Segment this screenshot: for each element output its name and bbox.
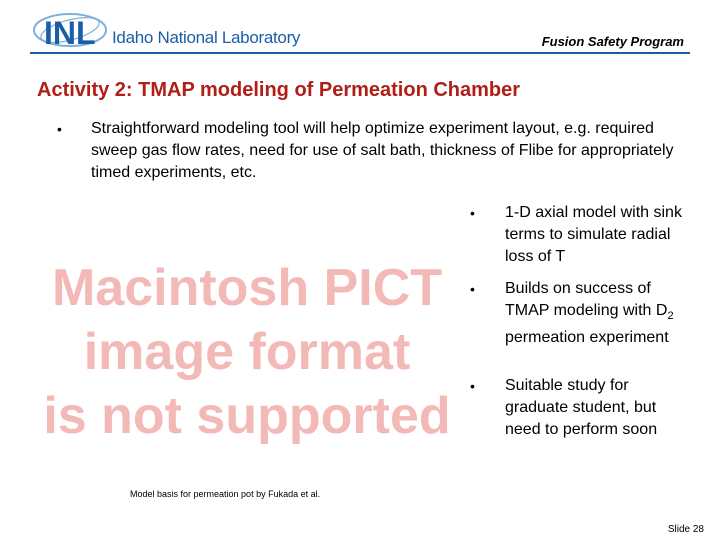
main-bullet: Straightforward modeling tool will help optimize experiment layout, e.g. required sweep gas flow rates, need for use of salt bath, thickness of Flibe for appropriately timed experiments, etc. xyxy=(91,120,674,181)
placeholder-line-1: Macintosh PICT xyxy=(51,259,443,317)
logo-letters: INL xyxy=(44,15,96,51)
slide-number: Slide 28 xyxy=(667,524,704,535)
logo-text: Idaho National Laboratory xyxy=(112,28,301,47)
placeholder-line-2: image format xyxy=(83,323,411,381)
bullet-dot: • xyxy=(57,121,62,137)
right-bullet-2 xyxy=(505,278,695,349)
right-bullet-2-post: permeation experiment xyxy=(505,329,669,347)
right-bullet-2-subscript: 2 xyxy=(667,310,674,323)
program-label: Fusion Safety Program xyxy=(541,34,684,49)
right-bullet-1: 1-D axial model with sink terms to simulate radial loss of T xyxy=(505,204,682,265)
right-bullet-3: Suitable study for graduate student, but need to perform soon xyxy=(505,377,658,438)
bullet-dot: • xyxy=(470,281,475,297)
inl-logo xyxy=(30,8,301,54)
header-divider xyxy=(30,52,690,54)
placeholder-line-3: is not supported xyxy=(43,387,451,445)
right-bullet-2-pre: Builds on success of TMAP modeling with D xyxy=(505,280,668,319)
bullet-dot: • xyxy=(470,378,475,394)
image-placeholder xyxy=(22,256,472,448)
bullet-dot: • xyxy=(470,205,475,221)
slide-title: Activity 2: TMAP modeling of Permeation Chamber xyxy=(37,79,521,101)
footnote: Model basis for permeation pot by Fukada et al. xyxy=(130,489,321,499)
